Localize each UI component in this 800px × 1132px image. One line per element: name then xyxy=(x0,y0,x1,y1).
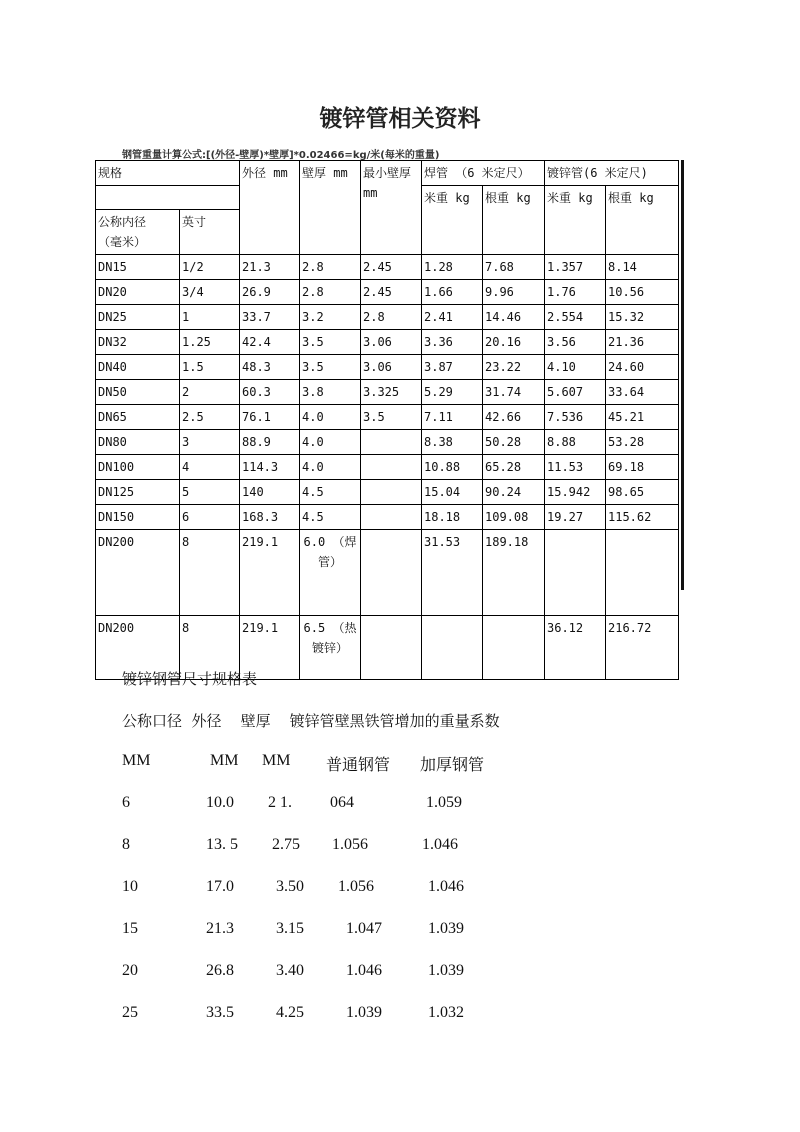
table-cell: 2 xyxy=(180,380,240,405)
table-cell: 21.3 xyxy=(240,255,300,280)
table-cell: 3 xyxy=(180,430,240,455)
table-row xyxy=(96,280,679,305)
pipe-spec-table xyxy=(95,160,679,680)
table-cell: 42.4 xyxy=(240,330,300,355)
weight-formula: 钢管重量计算公式:[(外径-壁厚)*壁厚]*0.02466=kg/米(每米的重量) xyxy=(122,150,440,161)
table-cell: 18.18 xyxy=(422,505,483,530)
dn200-a-galv-m xyxy=(545,530,606,616)
table-cell: 3.5 xyxy=(300,330,361,355)
dn200-a-wall: 6.0 （焊管） xyxy=(300,530,361,616)
dn200-b-wall: 6.5 （热镀锌） xyxy=(300,616,361,680)
table-cell: 168.3 xyxy=(240,505,300,530)
table-cell: 4 xyxy=(180,455,240,480)
table-cell: 21.36 xyxy=(606,330,679,355)
header-galvanized-pipe: 镀锌管(6 米定尺) xyxy=(545,161,679,186)
table-row xyxy=(96,480,679,505)
table-shadow-edge xyxy=(681,160,684,590)
table-cell: 60.3 xyxy=(240,380,300,405)
coef-cell: 1.047 xyxy=(346,920,382,937)
header-galv-piece-weight: 根重 kg xyxy=(606,186,679,255)
dn200-b-minwall xyxy=(361,616,422,680)
table-cell: 4.0 xyxy=(300,430,361,455)
table-cell: 33.64 xyxy=(606,380,679,405)
table-cell: 3.06 xyxy=(361,330,422,355)
coef-cell: 1.039 xyxy=(428,920,464,937)
coef-cell: 8 xyxy=(122,836,130,853)
table-cell: 53.28 xyxy=(606,430,679,455)
table-cell xyxy=(361,455,422,480)
table-cell: 31.74 xyxy=(483,380,545,405)
table-cell: 109.08 xyxy=(483,505,545,530)
table-cell: 2.554 xyxy=(545,305,606,330)
coef-cell: 1.056 xyxy=(338,878,374,895)
table-cell: 69.18 xyxy=(606,455,679,480)
table-row xyxy=(96,405,679,430)
coef-cell: 21.3 xyxy=(206,920,234,937)
table-cell: 1.357 xyxy=(545,255,606,280)
table-cell: 14.46 xyxy=(483,305,545,330)
table-cell: 4.5 xyxy=(300,505,361,530)
table-cell: DN150 xyxy=(96,505,180,530)
header-inch: 英寸 xyxy=(180,210,240,255)
table-cell: 45.21 xyxy=(606,405,679,430)
table-cell: DN100 xyxy=(96,455,180,480)
coef-cell: 26.8 xyxy=(206,962,234,979)
table-cell: 3.87 xyxy=(422,355,483,380)
header-spec: 规格 xyxy=(96,161,240,186)
table-cell: 24.60 xyxy=(606,355,679,380)
table-cell: 2.8 xyxy=(361,305,422,330)
table-cell: DN32 xyxy=(96,330,180,355)
table-cell: 3.5 xyxy=(361,405,422,430)
table-cell: 33.7 xyxy=(240,305,300,330)
table-cell: 5.607 xyxy=(545,380,606,405)
table-cell: 2.45 xyxy=(361,280,422,305)
table-cell: 15.32 xyxy=(606,305,679,330)
dn200-b-galv-p: 216.72 xyxy=(606,616,679,680)
table-cell: 65.28 xyxy=(483,455,545,480)
header-wall-thickness: 壁厚 mm xyxy=(300,161,361,255)
table-cell: 98.65 xyxy=(606,480,679,505)
table-cell: 15.04 xyxy=(422,480,483,505)
table-cell: 2.5 xyxy=(180,405,240,430)
coef-cell: 3.40 xyxy=(276,962,304,979)
unit-label: MM xyxy=(122,752,151,769)
table-row xyxy=(96,355,679,380)
coef-cell: 25 xyxy=(122,1004,138,1021)
coef-cell: 15 xyxy=(122,920,138,937)
table-cell: 4.0 xyxy=(300,405,361,430)
table-cell: DN80 xyxy=(96,430,180,455)
table-cell: 5 xyxy=(180,480,240,505)
table-cell: 5.29 xyxy=(422,380,483,405)
table-row xyxy=(96,305,679,330)
unit-label: 普通钢管 xyxy=(326,757,391,774)
dn200-a-od: 219.1 xyxy=(240,530,300,616)
table-cell: 1.66 xyxy=(422,280,483,305)
coef-cell: 1.046 xyxy=(346,962,382,979)
table-cell: 8.88 xyxy=(545,430,606,455)
table-cell: 4.10 xyxy=(545,355,606,380)
table-cell: 3.2 xyxy=(300,305,361,330)
table-row xyxy=(96,505,679,530)
table-cell: 115.62 xyxy=(606,505,679,530)
dn200-b-weld-m xyxy=(422,616,483,680)
table-cell: 2.8 xyxy=(300,255,361,280)
table-cell: 8.38 xyxy=(422,430,483,455)
table-cell: DN65 xyxy=(96,405,180,430)
table-cell: 20.16 xyxy=(483,330,545,355)
table-cell: 7.11 xyxy=(422,405,483,430)
coef-cell: 1.039 xyxy=(428,962,464,979)
spec-rows xyxy=(96,255,679,530)
table-cell: 90.24 xyxy=(483,480,545,505)
table-cell: 19.27 xyxy=(545,505,606,530)
table-cell: 1.5 xyxy=(180,355,240,380)
dn200-a-spec: DN200 xyxy=(96,530,180,616)
table-cell: 4.5 xyxy=(300,480,361,505)
header-galv-meter-weight: 米重 kg xyxy=(545,186,606,255)
table-cell xyxy=(361,505,422,530)
dn200-b-spec: DN200 xyxy=(96,616,180,680)
table-cell: 76.1 xyxy=(240,405,300,430)
table-cell: 1 xyxy=(180,305,240,330)
table-cell: 3.5 xyxy=(300,355,361,380)
dn200-a-weld-p: 189.18 xyxy=(483,530,545,616)
coef-cell: 2.75 xyxy=(272,836,300,853)
header-weld-piece-weight: 根重 kg xyxy=(483,186,545,255)
table-cell: 48.3 xyxy=(240,355,300,380)
header-welded-pipe: 焊管 （6 米定尺） xyxy=(422,161,545,186)
table-cell: 7.68 xyxy=(483,255,545,280)
unit-label: 加厚钢管 xyxy=(420,757,485,774)
table-cell: 3.56 xyxy=(545,330,606,355)
dn200-a-galv-p xyxy=(606,530,679,616)
table-cell: 6 xyxy=(180,505,240,530)
table-cell: 3.325 xyxy=(361,380,422,405)
coef-cell: 33.5 xyxy=(206,1004,234,1021)
table-row xyxy=(96,380,679,405)
dn200-b-weld-p xyxy=(483,616,545,680)
dn200-b-inch: 8 xyxy=(180,616,240,680)
coef-cell: 6 xyxy=(122,794,130,811)
table-cell: 26.9 xyxy=(240,280,300,305)
header-weld-meter-weight: 米重 kg xyxy=(422,186,483,255)
table-cell: 3.36 xyxy=(422,330,483,355)
dn200-a-weld-m: 31.53 xyxy=(422,530,483,616)
table-cell xyxy=(361,480,422,505)
table-cell: 8.14 xyxy=(606,255,679,280)
header-min-wall: 最小壁厚 mm xyxy=(361,161,422,255)
table-cell: DN50 xyxy=(96,380,180,405)
table-cell: 2.41 xyxy=(422,305,483,330)
table-cell: 11.53 xyxy=(545,455,606,480)
coef-cell: 17.0 xyxy=(206,878,234,895)
table-cell: DN15 xyxy=(96,255,180,280)
table-cell: DN25 xyxy=(96,305,180,330)
table-cell: 50.28 xyxy=(483,430,545,455)
table-row xyxy=(96,255,679,280)
header-outer-diameter: 外径 mm xyxy=(240,161,300,255)
coef-cell: 3.15 xyxy=(276,920,304,937)
dn200-b-galv-m: 36.12 xyxy=(545,616,606,680)
table-cell: 23.22 xyxy=(483,355,545,380)
coef-cell: 4.25 xyxy=(276,1004,304,1021)
coef-cell: 20 xyxy=(122,962,138,979)
table-cell: 15.942 xyxy=(545,480,606,505)
table-cell: 7.536 xyxy=(545,405,606,430)
coef-cell: 1.039 xyxy=(346,1004,382,1021)
table-cell: DN40 xyxy=(96,355,180,380)
dn200-a-minwall xyxy=(361,530,422,616)
header-spec-spacer xyxy=(96,186,240,210)
table-cell: 10.88 xyxy=(422,455,483,480)
unit-label: MM xyxy=(210,752,239,769)
unit-label: MM xyxy=(262,752,291,769)
table-cell: 1.25 xyxy=(180,330,240,355)
table-cell: 1.28 xyxy=(422,255,483,280)
header-nominal-diameter: 公称内径 （毫米） xyxy=(96,210,180,255)
section2-title: 镀锌钢管尺寸规格表 xyxy=(122,670,258,688)
dn200-b-od: 219.1 xyxy=(240,616,300,680)
coef-cell: 1.032 xyxy=(428,1004,464,1021)
table-cell: 4.0 xyxy=(300,455,361,480)
table-cell: 3.8 xyxy=(300,380,361,405)
coef-cell: 1.059 xyxy=(426,794,462,811)
coef-cell: 13. 5 xyxy=(206,836,238,853)
section2-header: 公称口径 外径 壁厚 镀锌管壁黑铁管增加的重量系数 xyxy=(122,712,500,730)
table-cell: DN20 xyxy=(96,280,180,305)
table-cell: 10.56 xyxy=(606,280,679,305)
table-cell: 140 xyxy=(240,480,300,505)
table-row xyxy=(96,455,679,480)
table-cell: 1/2 xyxy=(180,255,240,280)
table-cell: 88.9 xyxy=(240,430,300,455)
coef-cell: 10 xyxy=(122,878,138,895)
page-title: 镀锌管相关资料 xyxy=(319,105,481,132)
coef-cell: 064 xyxy=(330,794,354,811)
table-cell xyxy=(361,430,422,455)
dn200-a-inch: 8 xyxy=(180,530,240,616)
coef-cell: 1.056 xyxy=(332,836,368,853)
coef-cell: 2 1. xyxy=(268,794,292,811)
coef-cell: 10.0 xyxy=(206,794,234,811)
table-cell: 2.8 xyxy=(300,280,361,305)
table-cell: 2.45 xyxy=(361,255,422,280)
coef-cell: 1.046 xyxy=(428,878,464,895)
table-cell: 1.76 xyxy=(545,280,606,305)
table-cell: 3.06 xyxy=(361,355,422,380)
coef-cell: 3.50 xyxy=(276,878,304,895)
table-cell: 42.66 xyxy=(483,405,545,430)
table-cell: 3/4 xyxy=(180,280,240,305)
table-cell: 114.3 xyxy=(240,455,300,480)
table-cell: DN125 xyxy=(96,480,180,505)
coef-cell: 1.046 xyxy=(422,836,458,853)
table-row xyxy=(96,330,679,355)
table-row xyxy=(96,430,679,455)
table-cell: 9.96 xyxy=(483,280,545,305)
